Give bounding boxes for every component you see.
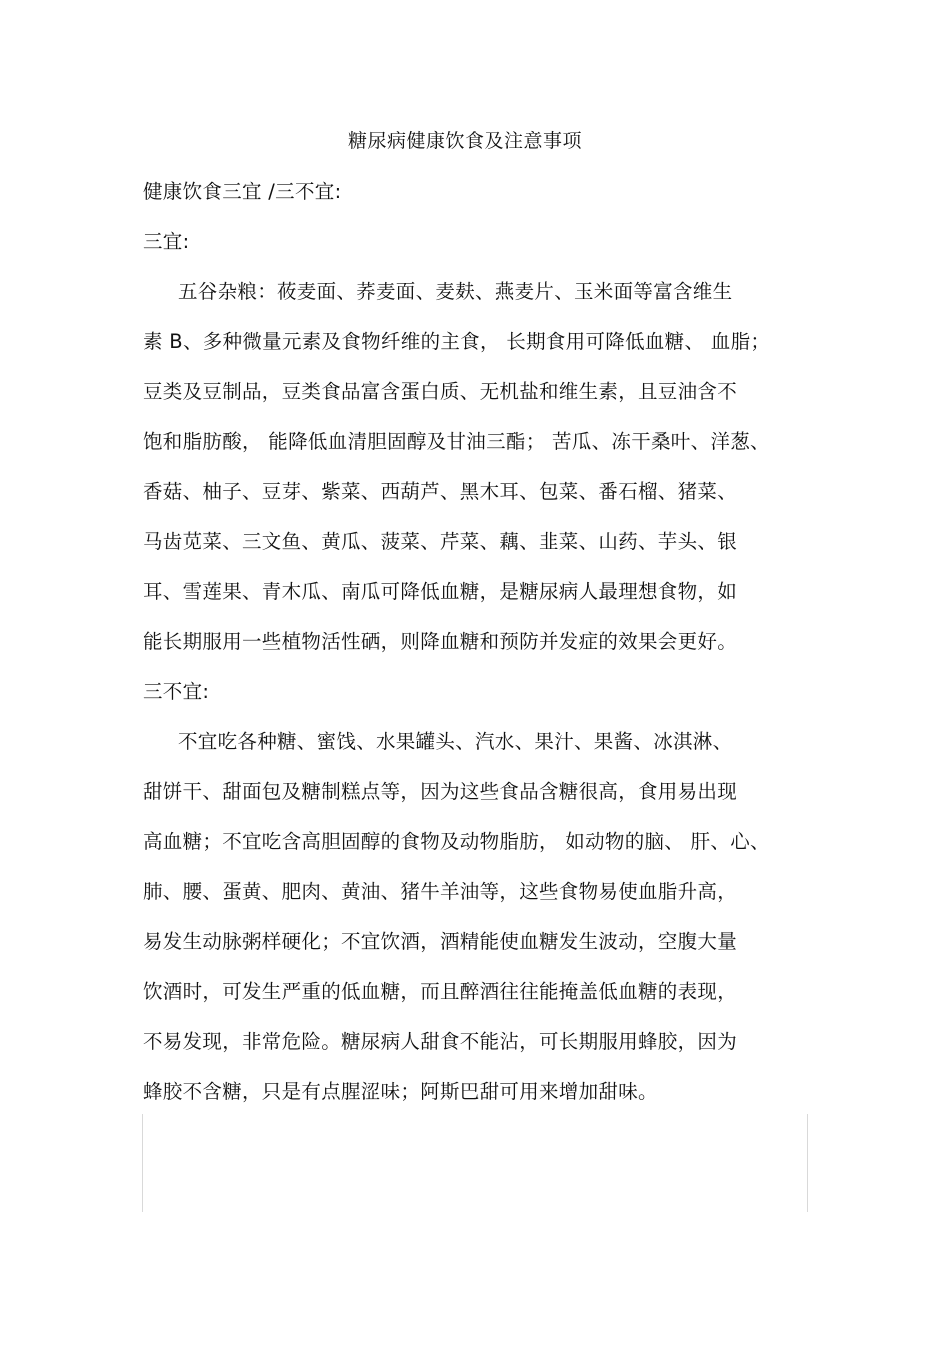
paragraph-line: 素 B、多种微量元素及食物纤维的主食， 长期食用可降低血糖、 血脂；	[143, 330, 771, 353]
paragraph-line: 高血糖；不宜吃含高胆固醇的食物及动物脂肪， 如动物的脑、 肝、心、	[143, 830, 770, 853]
paragraph-line: 香菇、柚子、豆芽、紫菜、西葫芦、黑木耳、包菜、番石榴、猪菜、	[143, 480, 738, 503]
paragraph-line: 能长期服用一些植物活性硒，则降血糖和预防并发症的效果会更好。	[143, 630, 738, 653]
paragraph-line: 饱和脂肪酸， 能降低血清胆固醇及甘油三酯； 苦瓜、冻干桑叶、洋葱、	[143, 430, 770, 453]
paragraph-line: 饮酒时，可发生严重的低血糖，而且醉酒往往能掩盖低血糖的表现，	[143, 980, 738, 1003]
paragraph-line: 易发生动脉粥样硬化；不宜饮酒，酒精能使血糖发生波动，空腹大量	[143, 930, 738, 953]
section-heading-overview: 健康饮食三宜 /三不宜:	[143, 180, 342, 203]
frame-border-left	[142, 1114, 143, 1212]
paragraph-line: 不易发现，非常危险。糖尿病人甜食不能沾，可长期服用蜂胶，因为	[143, 1030, 738, 1053]
paragraph-line: 蜂胶不含糖，只是有点腥涩味；阿斯巴甜可用来增加甜味。	[143, 1080, 658, 1103]
paragraph-line: 豆类及豆制品，豆类食品富含蛋白质、无机盐和维生素，且豆油含不	[143, 380, 738, 403]
paragraph-line: 不宜吃各种糖、蜜饯、水果罐头、汽水、果汁、果酱、冰淇淋、	[178, 730, 733, 753]
paragraph-line: 马齿苋菜、三文鱼、黄瓜、菠菜、芹菜、藕、韭菜、山药、芋头、银	[143, 530, 738, 553]
paragraph-line: 肺、腰、蛋黄、肥肉、黄油、猪牛羊油等，这些食物易使血脂升高，	[143, 880, 738, 903]
section-heading-three-recommended: 三宜:	[143, 230, 190, 253]
paragraph-line: 甜饼干、甜面包及糖制糕点等，因为这些食品含糖很高，食用易出现	[143, 780, 738, 803]
paragraph-line: 五谷杂粮：莜麦面、荞麦面、麦麸、燕麦片、玉米面等富含维生	[178, 280, 733, 303]
section-heading-three-not-recommended: 三不宜:	[143, 680, 210, 703]
frame-border-right	[807, 1114, 808, 1212]
paragraph-line: 耳、雪莲果、青木瓜、南瓜可降低血糖，是糖尿病人最理想食物，如	[143, 580, 738, 603]
document-title: 糖尿病健康饮食及注意事项	[347, 130, 582, 152]
